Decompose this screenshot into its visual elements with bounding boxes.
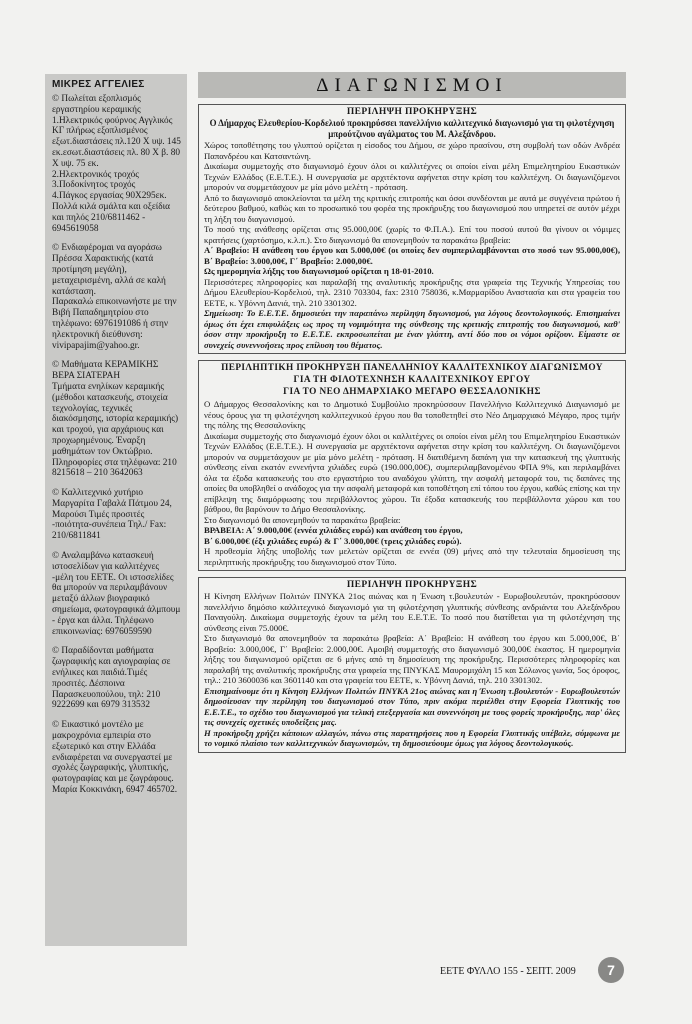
notice-subtitle: ΓΙΑ ΤΗ ΦΙΛΟΤΕΧΝΗΣΗ ΚΑΛΛΙΤΕΧΝΙΚΟΥ ΕΡΓΟΥ	[293, 375, 531, 385]
classified-ad	[52, 551, 182, 637]
notice-paragraph: Ο Δήμαρχος Θεσσαλονίκης και το Δημοτικό Συμβούλιο προκηρύσσουν Πανελλήνιο Καλλιτεχνικό Διαγωνισμό με νέους όρους για τη φιλοτέχνηση καλλιτεχνικού έργου που θα τοποθετηθεί στο Νέο Δημαρχιακό Μέγαρο, προς τιμήν της πόλης της Θεσσαλονίκης	[204, 399, 620, 430]
notice-paragraph: Χώρος τοποθέτησης του γλυπτού ορίζεται η είσοδος του Δήμου, σε χώρο πρασίνου, στη συμβολή των οδών Ανδρέα Παπανδρέου και Κατσαντώνη.	[204, 140, 620, 161]
notice-paragraph: Η Κίνηση Ελλήνων Πολιτών ΠΝΥΚΑ 21ος αιώνας και η Ένωση τ.βουλευτών - Ευρωβουλευτών, προκηρύσσουν πανελλήνιο δημόσιο καλλιτεχνικό διαγωνισμό για τη φιλοτέχνηση γλυπτικής σύνθεσης ανδριάντα του Αλεξάνδρου Παναγούλη. Δικαίωμα συμμετοχής έχουν τα μέλη του Ε.Ε.Τ.Ε. Το ποσό που διατίθεται για τη φιλοτέχνηση της σύνθεσης είναι 75.000€.	[204, 591, 620, 633]
classified-ad	[52, 720, 182, 796]
ad-line: © Μαθήματα ΚΕΡΑΜΙΚΗΣ ΒΕΡΑ ΣΙΑΤΕΡΑΗ	[52, 360, 159, 382]
classified-ad	[52, 94, 182, 234]
classified-ad	[52, 360, 182, 479]
notice-paragraph: Δικαίωμα συμμετοχής στο διαγωνισμό έχουν όλοι οι καλλιτέχνες οι οποίοι είναι μέλη του Επιμελητηρίου Εικαστικών Τεχνών Ελλάδος (Ε.Ε.Τ.Ε.). Η συνεργασία με αρχιτέκτονα αφήνεται στην κρίση του καλλιτέχνη. Οι διαγωνιζόμενοι μπορούν να συμμετάσχουν με μία μόνο μελέτη - πρόταση. Η διατιθέμενη δαπάνη για την κατασκευή της γλυπτικής σύνθεσης είναι εκατόν εννενήντα χιλιάδες ευρώ (190.000,00€), συμπεριλαμβανομένου ΦΠΑ 9%, και περιλαμβάνει όλα τα έξοδα κατασκευής του στο εργαστήριο του αναδόχου γλύπτη, την ασφαλή μεταφορά του, τις δαπάνες της οποίες θα υποβληθεί ο ανάδοχος για την ασφαλή μεταφορά και τοποθέτηση επί τόπου του έργου, καθώς επίσης και την επίβλεψη της διαμόρφωσης του περιβάλλοντος χώρου. Τα έξοδα κατασκευής του περιβάλλοντα χώρου και του βάθρου, θα βαρύνουν το Δήμο Θεσσαλονίκης.	[204, 430, 620, 514]
classified-ad	[52, 488, 182, 542]
ad-line: Τμήματα ενηλίκων κεραμικής (μέθοδοι κατασκευής, στοιχεία τεχνολογίας, τεχνικές διακόσμησης, ιστορία κεραμικής) και τροχού, για αρχάριους και προχωρημένους. Έναρξη μαθημάτων τον Οκτώβριο.	[52, 381, 179, 457]
ad-line: © Εικαστικό μοντέλο με μακροχρόνια εμπειρία στο εξωτερικό και στην Ελλάδα ενδιαφέρεται να συνεργαστεί με σχολές ζωγραφικής, γλυπτικής, φωτογραφίας και με ζωγράφους. Μαρία Κοκκινάκη, 6947 465702.	[52, 720, 178, 796]
notice-prizes: ΒΡΑΒΕΙΑ: Α΄ 9.000,00€ (εννέα χιλιάδες ευρώ) και ανάθεση του έργου,	[204, 525, 463, 535]
classified-ad	[52, 646, 182, 711]
notice-paragraph: Περισσότερες πληροφορίες και παραλαβή της αναλυτικής προκήρυξης στα γραφεία της Τεχνικής Υπηρεσίας του Δήμου Ελευθερίου-Κορδελιού, τηλ. 2310 703304, fax: 2310 758036, κ.Μαρμαρίδου Αναστασία και στα γραφεία του ΕΕΤΕ, κ. Υβόννη Δανιά, τηλ. 210 3301302.	[204, 276, 620, 308]
ad-line: Παρακαλώ επικοινωνήστε με την Βιβή Παπαδημητρίου στο τηλέφωνο: 6976191086 ή στην ηλεκτρονική διεύθυνση:	[52, 297, 177, 340]
notice-paragraph: Το ποσό της ανάθεσης ορίζεται στις 95.000,00€ (χωρίς το Φ.Π.Α.). Επί του ποσού αυτού θα γίνουν οι νόμιμες κρατήσεις (χαρτόσημο, κ.λ.π.). Στο διαγωνισμό θα απονεμηθούν τα παρακάτω βραβεία:	[204, 224, 620, 245]
ad-line: 1.Ηλεκτρικός φούρνος Αγγλικός ΚΓ πλήρως εξοπλισμένος εξωτ.διαστάσεις πλ.120 Χ υψ. 145 εκ.εσωτ.διαστάσεις πλ. 80 Χ β. 80 Χ υψ. 75 εκ.	[52, 115, 181, 169]
page-number: 7	[598, 957, 624, 983]
notice-paragraph: Από το διαγωνισμό αποκλείονται τα μέλη της κριτικής επιτροπής και όσοι συνδέονται με αυτά με συγγένεια πρώτου ή δεύτερου βαθμού, καθώς και το προσωπικό του φορέα της προκήρυξης του διαγωνισμού που υπηρετεί σε αυτόν μέχρι τη λήξη του διαγωνισμού.	[204, 192, 620, 224]
notice-prizes: Α΄ Βραβείο: Η ανάθεση του έργου και 5.000,00€ (οι οποίες δεν συμπεριλαμβάνονται στο ποσό των 95.000,00€), Β΄ Βραβείο: 3.000,00€, Γ΄ Βραβείο: 2.000,00€.	[204, 245, 620, 266]
notice-title: ΠΕΡΙΛΗΨΗ ΠΡΟΚΗΡΥΞΗΣ	[346, 107, 478, 117]
notice-paragraph: Στο διαγωνισμό θα απονεμηθούν τα παρακάτω βραβεία:	[204, 514, 401, 525]
notice-deadline: Η προθεσμία λήξης υποβολής των μελετών ορίζεται σε εννέα (09) μήνες από την τελευταία δημοσίευση της περιληπτικής προκήρυξης του διαγωνισμού στον Τύπο.	[204, 546, 620, 567]
ad-line: © Πωλείται εξοπλισμός εργαστηρίου κεραμικής	[52, 94, 141, 115]
ad-line: 3.Ποδοκίνητος τροχός	[52, 180, 136, 191]
notice-box-3	[198, 577, 626, 753]
ad-line: © Αναλαμβάνω κατασκευή ιστοσελίδων για καλλιτέχνες -μέλη του ΕΕΤΕ. Οι ιστοσελίδες θα μπορούν να περιλαμβάνουν μεταξύ άλλων βιογραφικό σημείωμα, φωτογραφικά άλμπουμ - έργα και άλλα. Τηλέφωνο επικοινωνίας: 6976059590	[52, 551, 181, 637]
section-banner: ΔΙΑΓΩΝΙΣΜΟΙ	[198, 72, 626, 98]
page-footer: ΕΕΤΕ ΦΥΛΛΟ 155 - ΣΕΠΤ. 2009	[440, 966, 576, 977]
notice-title: ΠΕΡΙΛΗΨΗ ΠΡΟΚΗΡΥΞΗΣ	[346, 580, 478, 590]
classified-ad	[52, 243, 182, 351]
notice-box-1	[198, 104, 626, 354]
notice-lead: Ο Δήμαρχος Ελευθερίου-Κορδελιού προκηρύσσει πανελλήνιο καλλιτεχνικό διαγωνισμό για τη φιλοτέχνηση μπρούτζινου αγάλματος του Μ. Αλεξάνδρου.	[209, 118, 615, 139]
ad-line: 4.Πάγκος εργασίας 90Χ295εκ. Πολλά κιλά σμάλτα και οξείδια και πηλός 210/6811462 - 6945619058	[52, 191, 171, 234]
notice-remark: Επισημαίνουμε ότι η Κίνηση Ελλήνων Πολιτών ΠΝΥΚΑ 21ος αιώνας και η Ένωση τ.βουλευτών - Ευρωβουλευτών δημοσίευσαν την περίληψη του διαγωνισμού στον Τύπο, πριν ακόμα περιέλθει στην Εφορεία Γλυπτικής του Ε.Ε.Τ.Ε., το σχέδιο του διαγωνισμού για τελική επεξεργασία και συνεννόηση με τους φορείς προκήρυξης, παρ' όλες τις συνεχείς σχετικές υποδείξεις μας.	[204, 685, 620, 727]
notice-subtitle: ΓΙΑ ΤΟ ΝΕΟ ΔΗΜΑΡΧΙΑΚΟ ΜΕΓΑΡΟ ΘΕΣΣΑΛΟΝΙΚΗΣ	[283, 387, 541, 397]
notice-remark: Η προκήρυξη χρήζει κάποιων αλλαγών, πάνω στις παρατηρήσεις που η Εφορεία Γλυπτικής υπέβαλε, σύμφωνα με το νομικό πλαίσιο των καλλιτεχνικών διαγωνισμών, τη δημοσιεύουμε όμως για λόγους δεοντολογικούς.	[204, 727, 620, 748]
ad-email: vivipapajim@yahoo.gr.	[52, 340, 140, 351]
ad-line: © Παραδίδονται μαθήματα ζωγραφικής και αγιογραφίας σε ενήλικες και παιδιά.Τιμές προσιτές. Δέσποινα Παρασκευοπούλου, τηλ: 210 9222699 και 6979 313532	[52, 646, 171, 711]
notice-box-2	[198, 360, 626, 571]
notice-paragraph: Δικαίωμα συμμετοχής στο διαγωνισμό έχουν όλοι οι καλλιτέχνες οι οποίοι είναι μέλη Επιμελητηρίου Εικαστικών Τεχνών Ελλάδος (Ε.Ε.Τ.Ε.). Η συνεργασία με αρχιτέκτονα αφήνεται στην κρίση του καλλιτέχνη. Οι διαγωνιζόμενοι μπορούν να συμμετάσχουν με μία μόνο μελέτη - πρόταση.	[204, 161, 620, 192]
ad-line: 2.Ηλεκτρονικός τροχός	[52, 169, 139, 180]
sidebar-title: ΜΙΚΡΕΣ ΑΓΓΕΛΙΕΣ	[52, 79, 145, 90]
notice-remark: Σημείωση: Το Ε.Ε.Τ.Ε. δημοσιεύει την παραπάνω περίληψη διγωνισμού, για λόγους δεοντολογικούς. Επισημαίνει όμως ότι έχει επιφυλάξεις ως προς τη νομιμότητα της σύνθεσης της κριτικής επιτροπής του διαγωνισμού, καθ' όσον στην προκήρυξη το Ε.Ε.Τ.Ε. εκπροσωπείται με έναν γλύπτη, αντί δύο που οι νόμοι ορίζουν. Είμαστε σε συνεχείς συνεννοήσεις προς επίλυση του θέματος.	[204, 308, 620, 350]
competitions-section	[198, 72, 626, 753]
ad-line: Πληροφορίες στα τηλέφωνα: 210 8215618 – 210 3642063	[52, 457, 177, 479]
notice-prizes: Β΄ 6.000,00€ (έξι χιλιάδες ευρώ) & Γ΄ 3.000,00€ (τρεις χιλιάδες ευρώ).	[204, 535, 462, 546]
ad-line: © Ενδιαφέρομαι να αγοράσω Πρέσσα Χαρακτικής (κατά προτίμηση μεγάλη), μεταχειρισμένη, αλλά σε καλή κατάσταση.	[52, 243, 166, 297]
notice-title: ΠΕΡΙΛΗΠΤΙΚΗ ΠΡΟΚΗΡΥΞΗ ΠΑΝΕΛΛΗΝΙΟΥ ΚΑΛΛΙΤΕΧΝΙΚΟΥ ΔΙΑΓΩΝΙΣΜΟΥ	[221, 363, 603, 373]
ad-line: © Καλλιτεχνικό χυτήριο Μαργαρίτα Γαβαλά Πάτμου 24, Μαρούσι Τιμές προσιτές -ποιότητα-συνέπεια Τηλ./ Fax: 210/6811841	[52, 488, 172, 542]
classifieds-sidebar	[45, 74, 187, 946]
notice-paragraph: Στο διαγωνισμό θα απονεμηθούν τα παρακάτω βραβεία: Α΄ Βραβείο: Η ανάθεση του έργου και 5.000,00€, Β΄ Βραβείο: 3.000,00€, Γ΄ Βραβείο: 2.000,00€. Αμοιβή συμμετοχής στο διαγωνισμό 300,00€ έκαστος. Η ημερομηνία λήξης του διαγωνισμού ορίζεται σε 6 μήνες από τη δημοσίευση της προκήρυξης. Περισσότερες πληροφορίες και παραλαβή της αναλυτικής προκήρυξης στα γραφεία της ΠΝΥΚΑΣ Μαυρομιχάλη 15 και Σόλωνος γωνία, 5ος όροφος, τηλ.: 210 3600036 και 3601140 και στα γραφεία του ΕΕΤΕ, κ. Υβόννη Δανιά, τηλ. 210 3301302.	[204, 633, 620, 685]
notice-deadline: Ως ημερομηνία λήξης του διαγωνισμού ορίζεται η 18-01-2010.	[204, 266, 434, 276]
